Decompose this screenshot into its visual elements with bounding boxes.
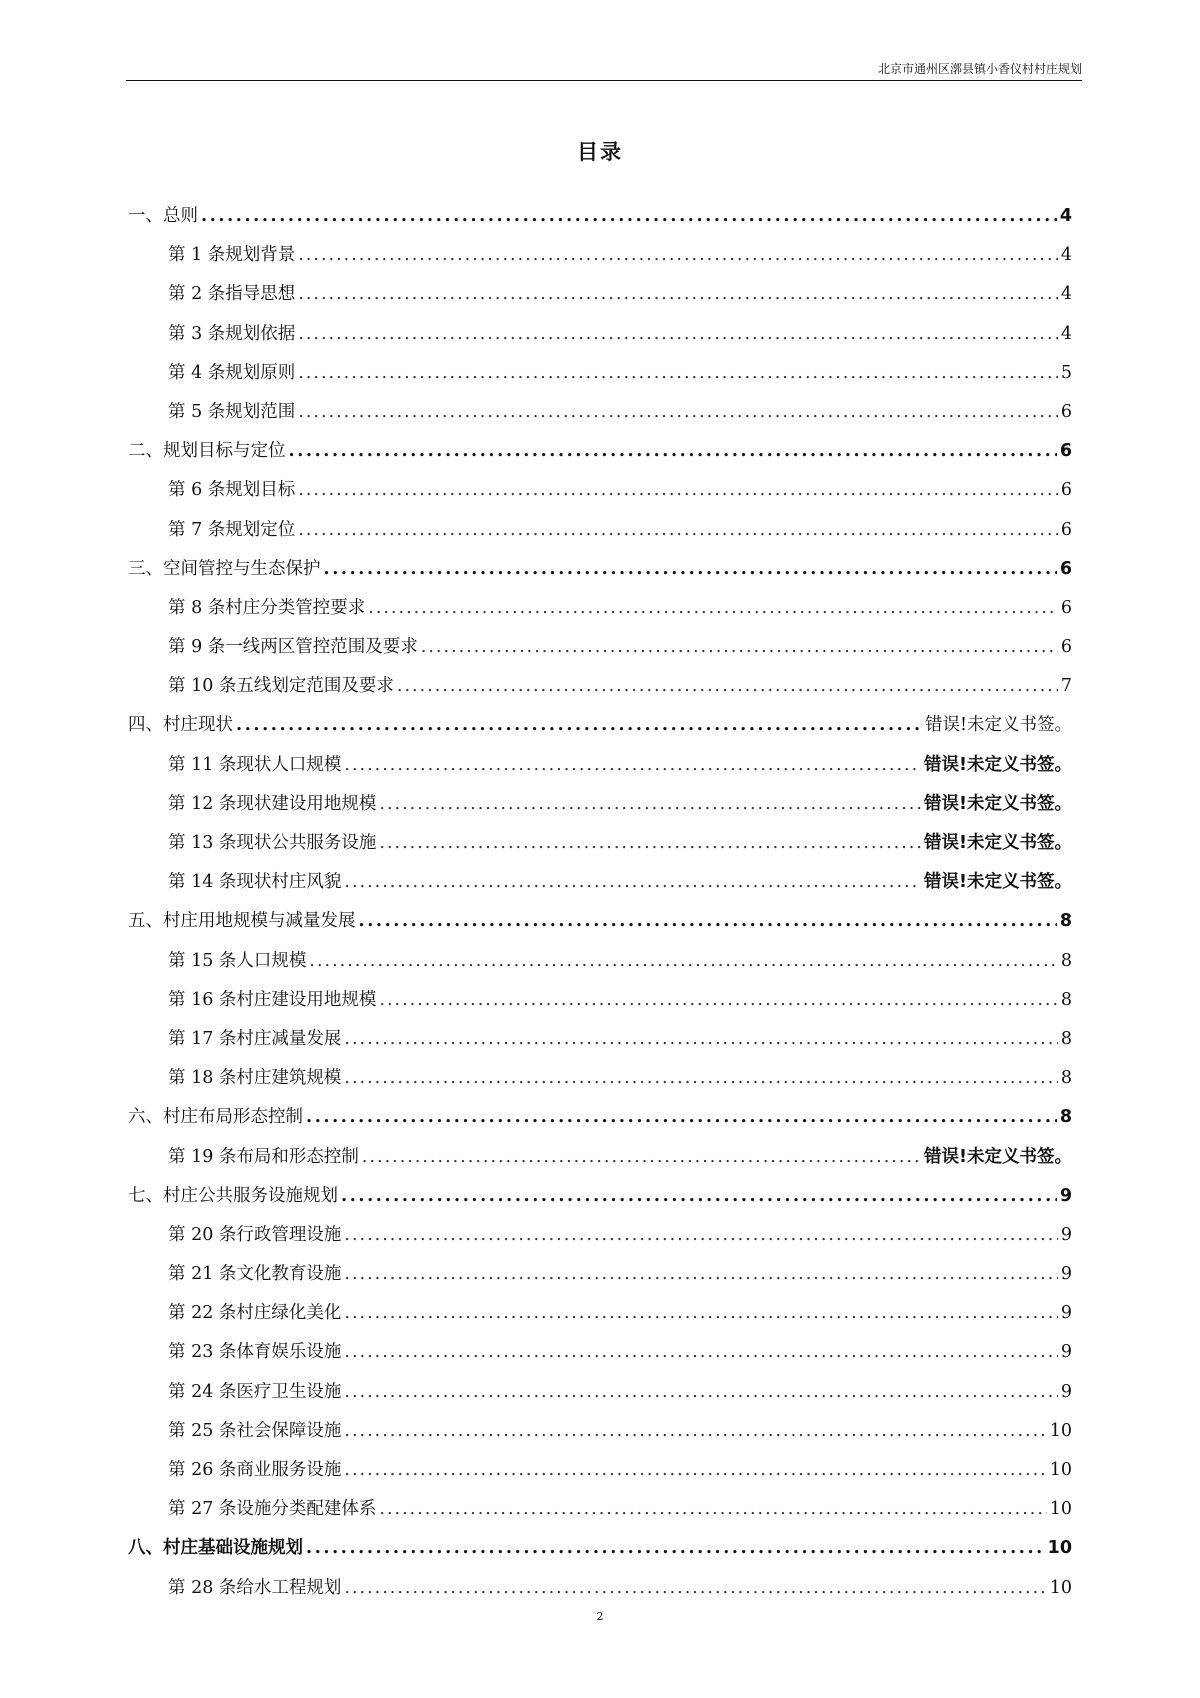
toc-entry-label: 村庄布局形态控制	[163, 1107, 303, 1128]
toc-entry-number: 第 7 条	[168, 519, 226, 540]
toc-section-entry[interactable]	[126, 751, 1072, 790]
toc-entry-number: 第 9 条	[168, 637, 226, 658]
toc-entry-number: 三、	[128, 558, 163, 579]
page-title: 目录	[577, 140, 623, 164]
toc-entry-label: 一线两区管控范围及要求	[225, 637, 418, 658]
toc-entry-number: 第 21 条	[168, 1264, 237, 1285]
toc-entry-number: 第 8 条	[168, 597, 226, 618]
toc-entry-label: 现状人口规模	[236, 754, 342, 775]
toc-entry-number: 第 17 条	[168, 1028, 237, 1049]
toc-entry-page: 错误!未定义书签。	[924, 1146, 1072, 1167]
toc-section-entry[interactable]	[126, 672, 1072, 711]
toc-leader-dots	[379, 833, 921, 853]
toc-entry-page: 4	[1060, 245, 1072, 266]
toc-entry-label: 村庄公共服务设施规划	[163, 1185, 338, 1206]
toc-section-entry[interactable]	[126, 868, 1072, 907]
toc-entry-number: 第 1 条	[168, 245, 226, 266]
running-header-title: 北京市通州区漷县镇小香仪村村庄规划	[877, 62, 1082, 76]
toc-leader-dots	[298, 245, 1058, 265]
toc-entry-page: 10	[1047, 1538, 1072, 1559]
toc-entry-label: 规划背景	[225, 245, 296, 266]
toc-section-entry[interactable]	[126, 829, 1072, 868]
toc-entry-number: 四、	[128, 715, 163, 736]
toc-section-entry[interactable]	[126, 1338, 1072, 1377]
toc-entry-label: 村庄用地规模与减量发展	[163, 911, 356, 932]
toc-section-entry[interactable]	[126, 320, 1072, 359]
toc-entry-number: 第 2 条	[168, 284, 226, 305]
toc-entry-label: 布局和形态控制	[236, 1146, 359, 1167]
toc-entry-number: 第 3 条	[168, 323, 226, 344]
toc-leader-dots	[324, 559, 1057, 579]
toc-leader-dots	[344, 755, 921, 775]
toc-entry-page: 9	[1060, 1381, 1072, 1402]
toc-leader-dots	[298, 284, 1058, 304]
toc-chapter-entry[interactable]	[126, 711, 1072, 750]
toc-entry-page: 错误!未定义书签。	[924, 715, 1072, 736]
toc-entry-page: 6	[1060, 401, 1072, 422]
toc-leader-dots	[298, 363, 1058, 383]
toc-entry-number: 一、	[128, 206, 163, 226]
toc-leader-dots	[344, 1342, 1057, 1362]
toc-entry-number: 二、	[128, 441, 163, 462]
toc-leader-dots	[379, 794, 921, 814]
toc-entry-page: 4	[1060, 284, 1072, 305]
toc-entry-label: 文化教育设施	[236, 1264, 342, 1285]
page-number: 2	[596, 1610, 604, 1623]
toc-entry-label: 村庄现状	[163, 715, 233, 736]
toc-leader-dots	[309, 951, 1057, 971]
toc-section-entry[interactable]	[126, 1064, 1072, 1103]
toc-leader-dots	[344, 1421, 1046, 1441]
toc-entry-label: 人口规模	[236, 950, 307, 971]
toc-entry-label: 现状村庄风貌	[236, 872, 342, 893]
toc-entry-label: 医疗卫生设施	[236, 1381, 342, 1402]
toc-entry-page: 错误!未定义书签。	[924, 793, 1072, 814]
toc-section-entry[interactable]	[126, 1417, 1072, 1456]
toc-entry-number: 第 4 条	[168, 362, 226, 383]
toc-entry-number: 第 27 条	[168, 1499, 237, 1520]
toc-leader-dots	[362, 1147, 921, 1167]
toc-entry-number: 第 19 条	[168, 1146, 237, 1167]
toc-entry-label: 规划目标与定位	[163, 441, 286, 462]
toc-section-entry[interactable]	[126, 398, 1072, 437]
toc-leader-dots	[344, 1578, 1046, 1598]
toc-entry-number: 第 22 条	[168, 1303, 237, 1324]
toc-leader-dots	[344, 1264, 1057, 1284]
toc-entry-number: 第 13 条	[168, 833, 237, 853]
toc-entry-page: 8	[1059, 1107, 1072, 1128]
toc-leader-dots	[306, 1107, 1057, 1127]
toc-entry-label: 规划定位	[225, 519, 296, 540]
toc-section-entry[interactable]	[126, 1495, 1072, 1534]
toc-entry-page: 10	[1049, 1499, 1072, 1520]
toc-section-entry[interactable]	[126, 947, 1072, 986]
toc-section-entry[interactable]	[126, 280, 1072, 319]
toc-entry-page: 8	[1060, 950, 1072, 971]
toc-entry-number: 第 14 条	[168, 872, 237, 893]
toc-entry-label: 现状建设用地规模	[236, 793, 377, 814]
toc-entry-number: 五、	[128, 911, 163, 932]
toc-entry-number: 第 26 条	[168, 1460, 237, 1480]
toc-section-entry[interactable]	[126, 1025, 1072, 1064]
toc-entry-number: 第 23 条	[168, 1342, 237, 1363]
toc-leader-dots	[379, 1499, 1046, 1519]
toc-leader-dots	[344, 1068, 1057, 1088]
toc-section-entry[interactable]	[126, 790, 1072, 829]
toc-leader-dots	[298, 480, 1058, 500]
toc-section-entry[interactable]	[126, 1378, 1072, 1417]
toc-section-entry[interactable]	[126, 1143, 1072, 1182]
toc-entry-page: 5	[1060, 362, 1072, 383]
toc-entry-label: 指导思想	[225, 284, 296, 305]
toc-entry-number: 第 18 条	[168, 1068, 237, 1089]
toc-chapter-entry[interactable]	[126, 437, 1072, 476]
toc-entry-page: 错误!未定义书签。	[924, 833, 1072, 853]
toc-leader-dots	[344, 1225, 1057, 1245]
toc-chapter-entry[interactable]	[126, 1534, 1072, 1573]
toc-entry-page: 6	[1060, 480, 1072, 501]
toc-entry-label: 体育娱乐设施	[236, 1342, 342, 1363]
toc-entry-page: 9	[1059, 1185, 1072, 1206]
toc-entry-number: 第 10 条	[168, 676, 237, 697]
toc-section-entry[interactable]	[126, 1260, 1072, 1299]
toc-entry-page: 8	[1060, 1068, 1072, 1089]
toc-entry-page: 6	[1060, 597, 1072, 618]
toc-leader-dots	[344, 872, 921, 892]
toc-entry-page: 错误!未定义书签。	[924, 872, 1072, 893]
toc-entry-label: 规划原则	[225, 362, 296, 383]
toc-entry-page: 8	[1060, 1028, 1072, 1049]
toc-leader-dots	[298, 402, 1058, 422]
toc-entry-page: 9	[1060, 1224, 1072, 1245]
table-of-contents	[126, 202, 1072, 1613]
toc-entry-page: 10	[1049, 1577, 1072, 1598]
toc-entry-label: 社会保障设施	[236, 1420, 342, 1441]
toc-entry-number: 第 5 条	[168, 401, 226, 422]
toc-leader-dots	[306, 1538, 1045, 1558]
toc-entry-label: 村庄绿化美化	[236, 1303, 342, 1324]
toc-entry-label: 总则	[163, 206, 198, 226]
toc-section-entry[interactable]	[126, 476, 1072, 515]
toc-leader-dots	[359, 911, 1057, 931]
toc-entry-number: 第 20 条	[168, 1224, 237, 1245]
toc-entry-page: 4	[1060, 323, 1072, 344]
toc-entry-label: 村庄减量发展	[236, 1028, 342, 1049]
toc-entry-label: 商业服务设施	[236, 1460, 342, 1480]
toc-entry-page: 6	[1060, 519, 1072, 540]
toc-entry-page: 10	[1049, 1420, 1072, 1441]
toc-entry-page: 6	[1059, 441, 1072, 462]
toc-entry-label: 给水工程规划	[236, 1577, 342, 1598]
toc-entry-page: 10	[1049, 1460, 1072, 1480]
toc-leader-dots	[344, 1303, 1057, 1323]
toc-entry-number: 第 28 条	[168, 1577, 237, 1598]
toc-entry-label: 现状公共服务设施	[236, 833, 377, 853]
toc-chapter-entry[interactable]	[126, 202, 1072, 241]
toc-leader-dots	[201, 206, 1057, 226]
toc-leader-dots	[341, 1186, 1057, 1206]
toc-entry-label: 村庄分类管控要求	[225, 597, 366, 618]
toc-leader-dots	[397, 676, 1058, 696]
toc-section-entry[interactable]	[126, 1574, 1072, 1613]
toc-entry-number: 第 11 条	[168, 754, 237, 775]
toc-entry-page: 6	[1059, 558, 1072, 579]
toc-leader-dots	[344, 1460, 1046, 1480]
toc-section-entry[interactable]	[126, 1299, 1072, 1338]
toc-leader-dots	[368, 598, 1058, 618]
toc-leader-dots	[298, 324, 1058, 344]
toc-leader-dots	[298, 520, 1058, 540]
toc-entry-page: 错误!未定义书签。	[924, 754, 1072, 775]
toc-chapter-entry[interactable]	[126, 907, 1072, 946]
toc-leader-dots	[344, 1382, 1057, 1402]
toc-entry-page: 9	[1060, 1303, 1072, 1324]
toc-entry-page: 4	[1059, 206, 1072, 226]
toc-section-entry[interactable]	[126, 1456, 1072, 1495]
toc-entry-number: 第 16 条	[168, 989, 237, 1010]
toc-chapter-entry[interactable]	[126, 555, 1072, 594]
toc-entry-label: 行政管理设施	[236, 1224, 342, 1245]
toc-section-entry[interactable]	[126, 986, 1072, 1025]
toc-section-entry[interactable]	[126, 1221, 1072, 1260]
toc-entry-label: 规划目标	[225, 480, 296, 501]
toc-entry-label: 村庄建筑规模	[236, 1068, 342, 1089]
toc-entry-label: 空间管控与生态保护	[163, 558, 321, 579]
toc-entry-number: 七、	[128, 1185, 163, 1206]
toc-entry-label: 村庄基础设施规划	[163, 1538, 303, 1559]
toc-section-entry[interactable]	[126, 516, 1072, 555]
toc-entry-number: 第 12 条	[168, 793, 237, 814]
toc-entry-page: 8	[1060, 989, 1072, 1010]
toc-entry-label: 村庄建设用地规模	[236, 989, 377, 1010]
toc-section-entry[interactable]	[126, 633, 1072, 672]
toc-section-entry[interactable]	[126, 594, 1072, 633]
toc-entry-number: 第 25 条	[168, 1420, 237, 1441]
toc-chapter-entry[interactable]	[126, 1182, 1072, 1221]
toc-leader-dots	[344, 1029, 1057, 1049]
toc-leader-dots	[421, 637, 1058, 657]
toc-chapter-entry[interactable]	[126, 1103, 1072, 1142]
toc-entry-number: 第 24 条	[168, 1381, 237, 1402]
toc-section-entry[interactable]	[126, 359, 1072, 398]
toc-section-entry[interactable]	[126, 241, 1072, 280]
toc-leader-dots	[379, 990, 1057, 1010]
toc-entry-page: 9	[1060, 1264, 1072, 1285]
toc-entry-page: 8	[1059, 911, 1072, 932]
toc-entry-number: 八、	[128, 1538, 163, 1559]
toc-entry-number: 第 6 条	[168, 480, 226, 501]
toc-leader-dots	[236, 715, 922, 735]
toc-entry-label: 五线划定范围及要求	[236, 676, 394, 697]
running-header	[126, 58, 1082, 81]
toc-entry-page: 7	[1060, 676, 1072, 697]
toc-entry-page: 6	[1060, 637, 1072, 658]
toc-entry-number: 第 15 条	[168, 950, 237, 971]
toc-leader-dots	[289, 441, 1057, 461]
toc-entry-label: 设施分类配建体系	[236, 1499, 377, 1520]
toc-entry-label: 规划范围	[225, 401, 296, 422]
toc-entry-page: 9	[1060, 1342, 1072, 1363]
toc-entry-number: 六、	[128, 1107, 163, 1128]
toc-entry-label: 规划依据	[225, 323, 296, 344]
